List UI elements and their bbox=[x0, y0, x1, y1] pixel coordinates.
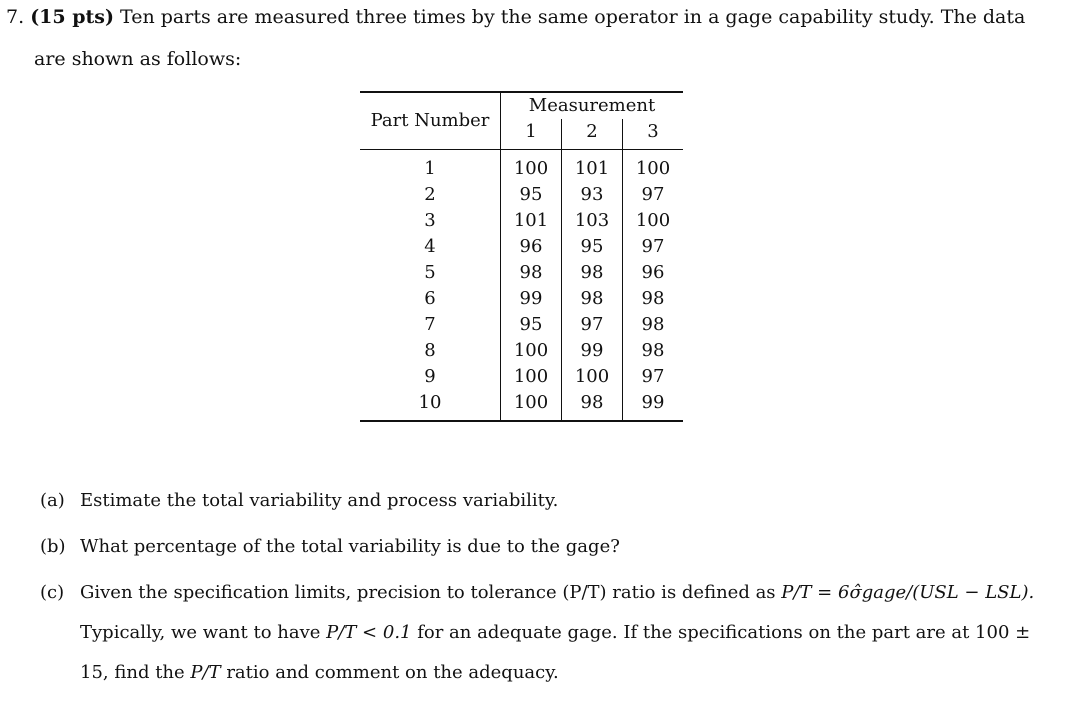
pt-symbol: P/T bbox=[190, 662, 221, 683]
part-number-cell: 1 bbox=[360, 150, 501, 183]
measurement-3-cell: 98 bbox=[641, 288, 665, 309]
part-number-cell: 3 bbox=[360, 208, 501, 234]
question-c-text-2: Typically, we want to have bbox=[80, 622, 321, 643]
measurement-3-cell: 98 bbox=[641, 314, 665, 335]
question-c-label: (c) bbox=[40, 582, 65, 603]
part-number-cell: 8 bbox=[360, 338, 501, 364]
part-number-cell: 10 bbox=[360, 390, 501, 421]
table-body bbox=[360, 150, 683, 422]
measurement-table bbox=[360, 91, 683, 422]
table-row bbox=[360, 150, 683, 183]
part-number-cell: 2 bbox=[360, 182, 501, 208]
table-row bbox=[360, 286, 683, 312]
measurement-2-cell: 98 bbox=[562, 390, 623, 421]
measurement-1-cell: 96 bbox=[501, 234, 562, 260]
part-number-cell: 4 bbox=[360, 234, 501, 260]
table-row bbox=[360, 208, 683, 234]
measurement-2-cell: 93 bbox=[562, 182, 623, 208]
pt-formula: P/T = 6σ̂gage/(USL − LSL). bbox=[781, 582, 1035, 603]
measurement-3-cell: 100 bbox=[635, 158, 671, 179]
part-number-header: Part Number bbox=[360, 92, 501, 150]
question-c-text-4: ratio and comment on the adequacy. bbox=[226, 662, 559, 683]
question-c-text bbox=[80, 573, 1060, 693]
measurement-2-cell: 98 bbox=[562, 260, 623, 286]
table-row bbox=[360, 312, 683, 338]
measurement-2-cell: 101 bbox=[562, 150, 623, 183]
measurement-subheader-3: 3 bbox=[623, 119, 684, 150]
problem-intro-text: Ten parts are measured three times by the same operator in a gage capability study. The data bbox=[120, 6, 1026, 28]
pt-threshold: P/T < 0.1 bbox=[326, 622, 412, 643]
problem-intro-line1 bbox=[6, 4, 1066, 30]
measurement-3-cell: 97 bbox=[641, 366, 665, 387]
table-row bbox=[360, 338, 683, 364]
measurement-3-cell: 99 bbox=[623, 390, 684, 421]
measurement-3-cell: 100 bbox=[635, 210, 671, 231]
measurement-2-cell: 99 bbox=[562, 338, 623, 364]
measurement-2-cell: 103 bbox=[562, 208, 623, 234]
problem-intro-line2: are shown as follows: bbox=[34, 48, 242, 70]
question-b bbox=[40, 534, 1060, 560]
question-b-text: What percentage of the total variability is due to the gage? bbox=[80, 536, 620, 557]
measurement-2-cell: 98 bbox=[562, 286, 623, 312]
table-row bbox=[360, 182, 683, 208]
measurement-1-cell: 100 bbox=[501, 338, 562, 364]
question-c-text-3: for an adequate gage. If the specifications on the part are at 100 ± 15, find the bbox=[80, 622, 1031, 683]
table-row bbox=[360, 234, 683, 260]
measurement-header: Measurement bbox=[501, 92, 684, 119]
part-number-cell: 6 bbox=[360, 286, 501, 312]
problem-points: (15 pts) bbox=[30, 6, 114, 28]
measurement-1-cell: 100 bbox=[501, 364, 562, 390]
question-a-label: (a) bbox=[40, 490, 65, 511]
measurement-1-cell: 95 bbox=[501, 312, 562, 338]
question-a-text: Estimate the total variability and process variability. bbox=[80, 490, 559, 511]
measurement-subheader-2: 2 bbox=[562, 119, 623, 150]
measurement-2-cell: 97 bbox=[562, 312, 623, 338]
measurement-1-cell: 98 bbox=[501, 260, 562, 286]
measurement-1-cell: 100 bbox=[501, 390, 562, 421]
measurement-1-cell: 100 bbox=[501, 150, 562, 183]
question-b-label: (b) bbox=[40, 536, 66, 557]
table-row bbox=[360, 260, 683, 286]
measurement-3-cell: 97 bbox=[641, 184, 665, 205]
question-c-text-1: Given the specification limits, precision to tolerance (P/T) ratio is defined as bbox=[80, 582, 776, 603]
measurement-2-cell: 100 bbox=[562, 364, 623, 390]
questions bbox=[40, 488, 1060, 713]
measurement-3-cell: 97 bbox=[641, 236, 665, 257]
table-row bbox=[360, 390, 683, 421]
problem-statement bbox=[6, 4, 1066, 72]
question-a bbox=[40, 488, 1060, 514]
question-c bbox=[40, 580, 1060, 693]
measurement-1-cell: 99 bbox=[501, 286, 562, 312]
measurement-1-cell: 95 bbox=[501, 182, 562, 208]
part-number-cell: 7 bbox=[360, 312, 501, 338]
table-row bbox=[360, 364, 683, 390]
part-number-cell: 9 bbox=[360, 364, 501, 390]
problem-number: 7. bbox=[6, 6, 25, 28]
measurement-3-cell: 98 bbox=[641, 340, 665, 361]
measurement-2-cell: 95 bbox=[562, 234, 623, 260]
measurement-3-cell: 96 bbox=[641, 262, 665, 283]
measurement-1-cell: 101 bbox=[501, 208, 562, 234]
part-number-cell: 5 bbox=[360, 260, 501, 286]
measurement-subheader-1: 1 bbox=[501, 119, 562, 150]
